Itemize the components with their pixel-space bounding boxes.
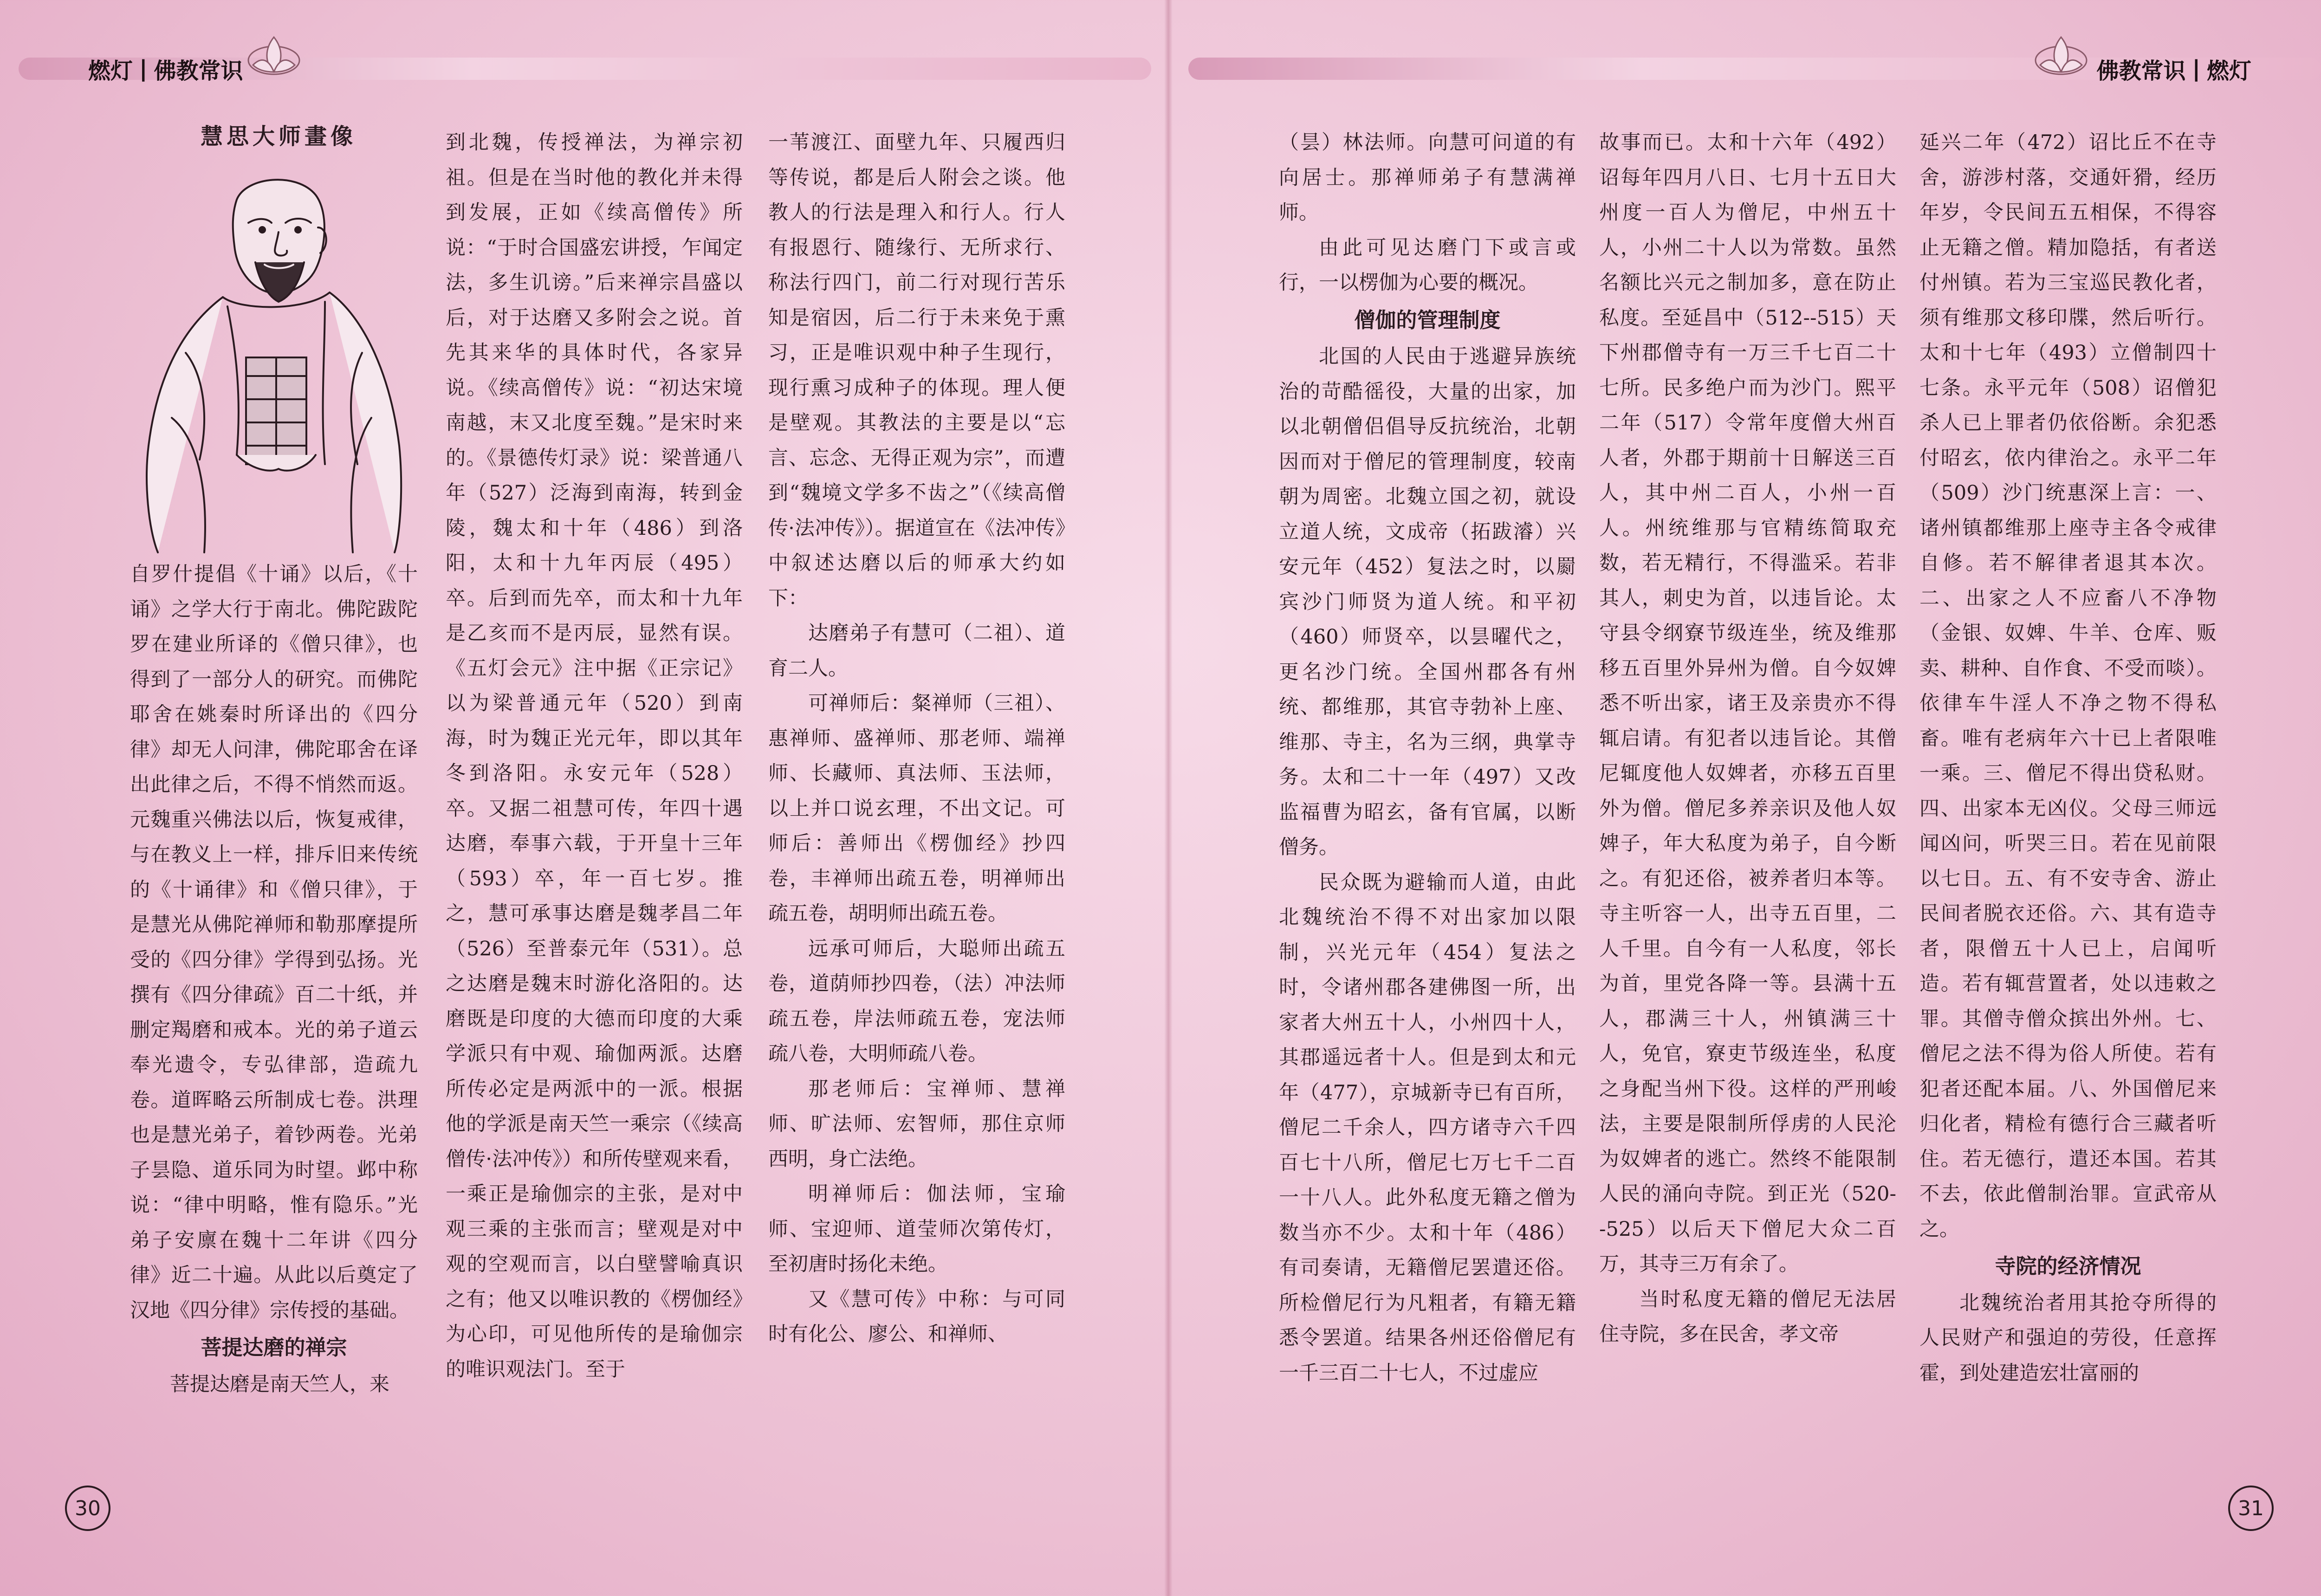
paragraph: 由此可见达磨门下或言或行，一以楞伽为心要的概况。 — [1279, 236, 1576, 294]
left-column-3 — [768, 125, 1065, 1352]
paragraph: 菩提达磨是南天竺人，来 — [170, 1372, 389, 1396]
header-section: 佛教常识 — [2096, 58, 2186, 84]
header-left — [19, 46, 1151, 91]
right-column-2 — [1599, 125, 1896, 1352]
lotus-ornament-icon — [2029, 28, 2094, 84]
header-brand: 燃灯 — [88, 58, 133, 84]
paragraph: 可禅师后：粲禅师（三祖）、惠禅师、盛禅师、那老师、端禅师、长藏师、真法师、玉法师，以上并口说玄理，不出文记。可师后：善师出《楞伽经》抄四卷，丰禅师出疏五卷，明禅师出疏五卷，胡明师出疏五卷。 — [768, 692, 1065, 925]
paragraph: 一苇渡江、面壁九年、只履西归等传说，都是后人附会之谈。他教人的行法是理入和行人。行人有报恩行、随缘行、无所求行、称法行四门，前二行对现行苦乐知是宿因，后二行于未来免于熏习，正是唯识观中种子生现行，现行熏习成种子的体现。理人便是壁观。其教法的主要是以“忘言、忘念、无得正观为宗”，而遭到“魏境文学多不齿之”（《续高僧传·法冲传》）。据道宣在《法冲传》中叙述达磨以后的师承大约如下： — [768, 131, 1065, 610]
page-number-left: 30 — [65, 1486, 110, 1531]
paragraph: （昙）林法师。向慧可问道的有向居士。那禅师弟子有慧满禅师。 — [1279, 131, 1576, 224]
paragraph: 自罗什提倡《十诵》以后，《十诵》之学大行于南北。佛陀跋陀罗在建业所译的《僧只律》，也得到了一部分人的研究。而佛陀耶舍在姚秦时所译出的《四分律》却无人问津，佛陀耶舍在译出此律之后，不得不悄然而返。元魏重兴佛法以后，恢复戒律，与在教义上一样，排斥旧来传统的《十诵律》和《僧只律》，于是慧光从佛陀禅师和勒那摩提所受的《四分律》学得到弘扬。光撰有《四分律疏》百二十纸，并删定羯磨和戒本。光的弟子道云奉光遗令，专弘律部，造疏九卷。道晖略云所制成七卷。洪理也是慧光弟子，着钞两卷。光弟子昙隐、道乐同为时望。邺中称说：“律中明略，惟有隐乐。”光弟子安廪在魏十二年讲《四分律》近二十遍。从此以后奠定了汉地《四分律》宗传授的基础。 — [130, 563, 418, 1322]
page-number-right: 31 — [2228, 1486, 2274, 1531]
header-separator: | — [139, 56, 148, 82]
paragraph: 那老师后：宝禅师、慧禅师、旷法师、宏智师，那住京师西明，身亡法绝。 — [768, 1077, 1065, 1171]
header-right — [1188, 46, 2321, 91]
paragraph: 达磨弟子有慧可（二祖）、道育二人。 — [768, 622, 1065, 680]
header-brand: 燃灯 — [2206, 58, 2251, 84]
right-column-3 — [1919, 125, 2217, 1391]
left-column-1 — [130, 557, 418, 1402]
paragraph: 明禅师后：伽法师，宝瑜师、宝迎师、道莹师次第传灯，至初唐时扬化未绝。 — [768, 1182, 1065, 1276]
right-column-1 — [1279, 125, 1576, 1391]
book-spine — [1164, 0, 1173, 1596]
header-separator: | — [2192, 56, 2200, 82]
monk-portrait-illustration — [130, 158, 418, 557]
paragraph: 到北魏，传授禅法，为禅宗初祖。但是在当时他的教化并未得到发展，正如《续高僧传》所说：“于时合国盛宏讲授，乍闻定法，多生讥谤。”后来禅宗昌盛以后，对于达磨又多附会之说。首先其来华的具体时代，各家异说。《续高僧传》说：“初达宋境南越，末又北度至魏。”是宋时来的。《景德传灯录》说：梁普通八年（527）泛海到南海，转到金陵，魏太和十年（486）到洛阳，太和十九年丙辰（495）卒。后到而先卒，而太和十九年是乙亥而不是丙辰，显然有误。《五灯会元》注中据《正宗记》以为梁普通元年（520）到南海，时为魏正光元年，即以其年冬到洛阳。永安元年（528）卒。又据二祖慧可传，年四十遇达磨，奉事六载，于开皇十三年（593）卒，年一百七岁。推之，慧可承事达磨是魏孝昌二年（526）至普泰元年（531）。总之达磨是魏末时游化洛阳的。达磨既是印度的大德而印度的大乘学派只有中观、瑜伽两派。达磨所传必定是两派中的一派。根据他的学派是南天竺一乘宗（《续高僧传·法冲传》）和所传壁观来看，一乘正是瑜伽宗的主张，是对中观三乘的主张而言；壁观是对中观的空观而言，以白壁譬喻真识之有；他又以唯识教的《楞伽经》为心印，可见他所传的是瑜伽宗的唯识观法门。至于 — [446, 131, 743, 1381]
section-heading: 寺院的经济情况 — [1995, 1254, 2141, 1278]
paragraph: 延兴二年（472）诏比丘不在寺舍，游涉村落，交通奸猾，经历年岁，令民间五五相保，不得容止无籍之僧。精加隐括，有者送付州镇。若为三宝巡民教化者，须有维那文移印牒，然后听行。太和十七年（493）立僧制四十七条。永平元年（508）诏僧犯杀人已上罪者仍依俗断。余犯悉付昭玄，依内律治之。永平二年（509）沙门统惠深上言：一、诸州镇都维那上座寺主各令戒律自修。若不解律者退其本次。二、出家之人不应畜八不净物（金银、奴婢、牛羊、仓库、贩卖、耕种、自作食、不受而啖）。依律车牛淫人不净之物不得私畜。唯有老病年六十已上者限唯一乘。三、僧尼不得出贷私财。四、出家本无凶仪。父母三师远闻凶问，听哭三日。若在见前限以七日。五、有不安寺舍、游止民间者脱衣还俗。六、其有造寺者，限僧五十人已上，启闻听造。若有辄营置者，处以违敕之罪。其僧寺僧众摈出外州。七、僧尼之法不得为俗人所使。若有犯者还配本届。八、外国僧尼来归化者，精检有德行合三藏者听住。若无德行，遣还本国。若其不去，依此僧制治罪。宣武帝从之。 — [1919, 131, 2217, 1241]
lotus-ornament-icon — [241, 28, 306, 84]
paragraph: 民众既为避输而人道，由此北魏统治不得不对出家加以限制，兴光元年（454）复法之时，令诸州郡各建佛图一所，出家者大州五十人，小州四十人，其郡遥远者十人。但是到太和元年（477），京城新寺已有百所，僧尼二千余人，四方诸寺六千四百七十八所，僧尼七万七千二百一十八人。此外私度无籍之僧为数当亦不少。太和十年（486）有司奏请，无籍僧尼罢遣还俗。所检僧尼行为凡粗者，有籍无籍悉令罢道。结果各州还俗僧尼有一千三百二十七人，不过虚应 — [1279, 870, 1576, 1385]
paragraph: 故事而已。太和十六年（492）诏每年四月八日、七月十五日大州度一百人为僧尼，中州五十人，小州二十人以为常数。虽然名额比兴元之制加多，意在防止私度。至延昌中（512--515）天下州郡僧寺有一万三千七百二十七所。民多绝户而为沙门。熙平二年（517）令常年度僧大州百人者，外郡于期前十日解送三百人，其中州二百人，小州一百人。州统维那与官精练简取充数，若无精行，不得滥采。若非其人，刺史为首，以违旨论。太守县令纲寮节级连坐，统及维那移五百里外异州为僧。自今奴婢悉不听出家，诸王及亲贵亦不得辄启请。有犯者以违旨论。其僧尼辄度他人奴婢者，亦移五百里外为僧。僧尼多养亲识及他人奴婢子，年大私度为弟子，自今断之。有犯还俗，被养者归本等。寺主听容一人，出寺五百里，二人千里。自今有一人私度，邻长为首，里党各降一等。县满十五人，郡满三十人，州镇满三十人，免官，寮吏节级连坐，私度之身配当州下役。这样的严刑峻法，主要是限制所俘虏的人民沦为奴婢者的逃亡。然终不能限制人民的涌向寺院。到正光（520--525）以后天下僧尼大众二百万，其寺三万有余了。 — [1599, 131, 1896, 1276]
paragraph: 远承可师后，大聪师出疏五卷，道荫师抄四卷，（法）冲法师疏五卷，岸法师疏五卷，宠法师疏八卷，大明师疏八卷。 — [768, 937, 1065, 1065]
header-section: 佛教常识 — [154, 58, 243, 84]
paragraph: 又《慧可传》中称：与可同时有化公、廖公、和禅师、 — [768, 1287, 1065, 1346]
paragraph: 北魏统治者用其抢夺所得的人民财产和强迫的劳役，任意挥霍，到处建造宏壮富丽的 — [1919, 1291, 2217, 1385]
section-heading: 菩提达磨的禅宗 — [201, 1335, 347, 1360]
left-column-2 — [446, 125, 743, 1387]
paragraph: 当时私度无籍的僧尼无法居住寺院，多在民舍，孝文帝 — [1599, 1287, 1896, 1346]
section-heading: 僧伽的管理制度 — [1354, 307, 1501, 332]
paragraph: 北国的人民由于逃避异族统治的苛酷徭役，大量的出家，加以北朝僧侣倡导反抗统治，北朝因而对于僧尼的管理制度，较南朝为周密。北魏立国之初，就设立道人统，文成帝（拓跋濬）兴安元年（452）复法之时，以罽宾沙门师贤为道人统。和平初（460）师贤卒，以昙曜代之，更名沙门统。全国州郡各有州统、都维那，其官寺勃补上座、维那、寺主，名为三纲，典掌寺务。太和二十一年（497）又改监福曹为昭玄，备有官属，以断僧务。 — [1279, 345, 1576, 859]
portrait-title: 慧思大师畫像 — [200, 123, 357, 149]
